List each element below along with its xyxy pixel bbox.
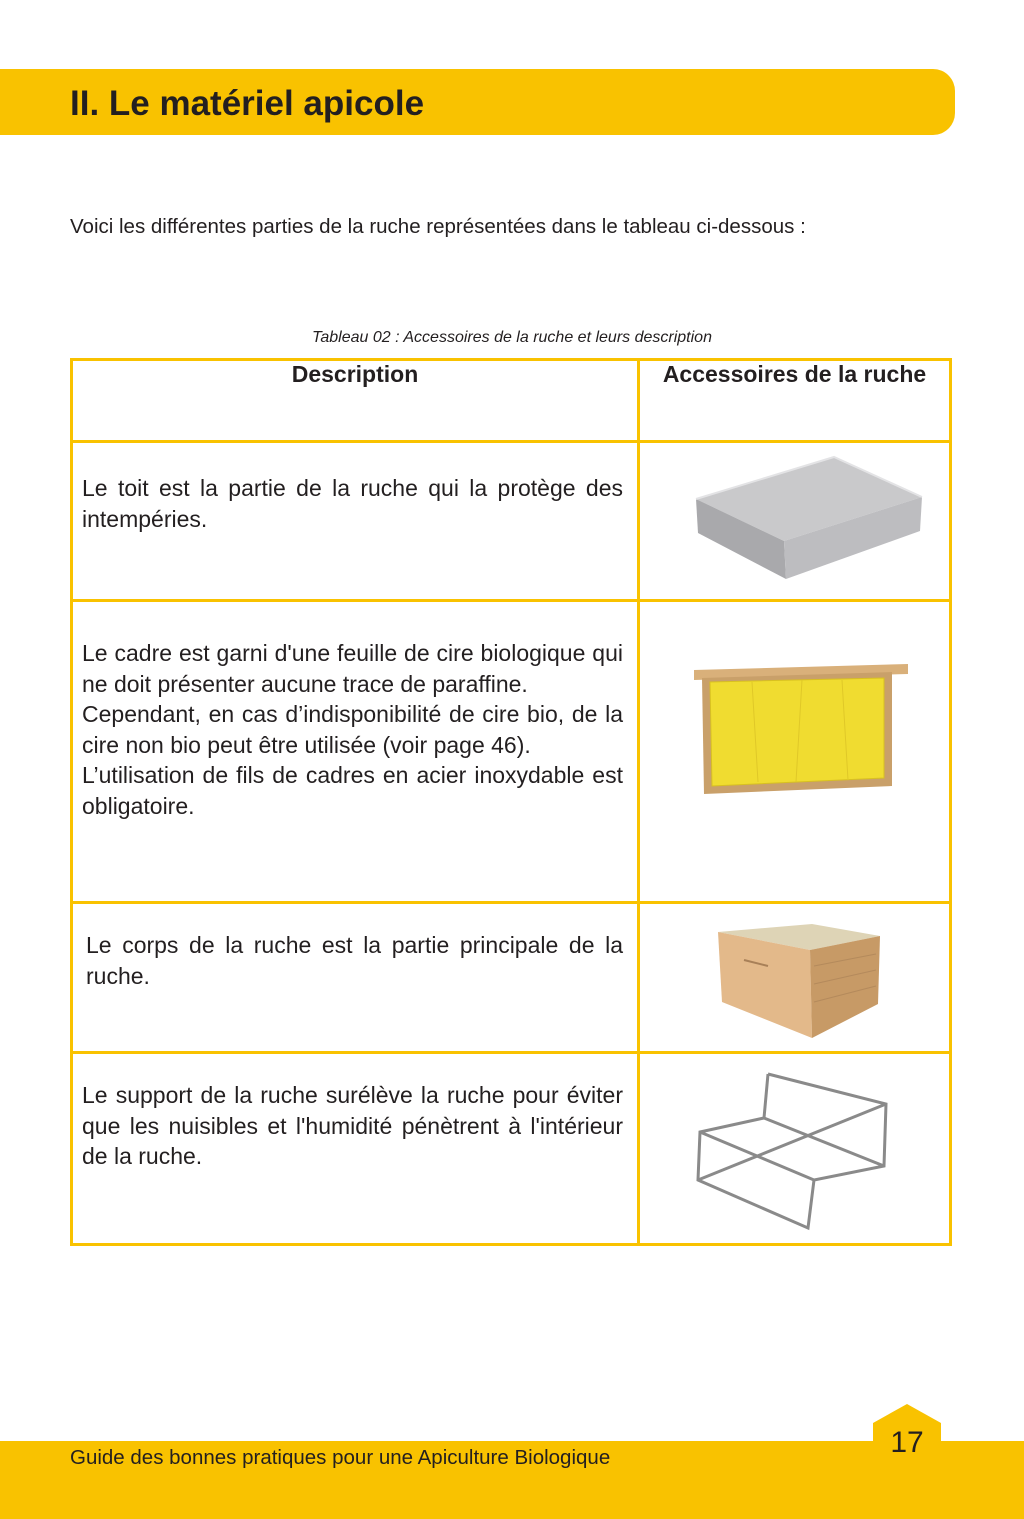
hive-body-image [714,922,884,1042]
image-cell [639,1053,951,1245]
image-cell [639,903,951,1053]
frame-image [692,662,912,802]
row-text: Le corps de la ruche est la partie principale de la ruche. [86,932,623,989]
page-title: II. Le matériel apicole [70,84,425,123]
table-caption: Tableau 02 : Accessoires de la ruche et leurs description [312,329,712,346]
intro-text: Voici les différentes parties de la ruche représentées dans le tableau ci-dessous : [70,215,806,238]
description-cell [72,903,639,1053]
row-text: Le cadre est garni d'une feuille de cire biologique qui ne doit présenter aucune trace de paraffine. [82,640,623,697]
row-text: L’utilisation de fils de cadres en acier inoxydable est obligatoire. [82,762,623,819]
row-text: Cependant, en cas d’indisponibilité de cire bio, de la cire non bio peut être utilisée (voir page 46). [82,701,623,758]
table-row [72,1053,951,1245]
page-number: 17 [890,1426,924,1459]
row-text: Le toit est la partie de la ruche qui la protège des intempéries. [82,475,623,532]
table-row [72,442,951,601]
stand-image [690,1068,900,1238]
row-text: Le support de la ruche surélève la ruche pour éviter que les nuisibles et l'humidité pénètrent à l'intérieur de la ruche. [82,1082,623,1169]
roof-image [694,455,924,585]
table-row [72,903,951,1053]
column-header-accessoires: Accessoires de la ruche [639,360,951,442]
description-cell [72,1053,639,1245]
description-cell [72,601,639,903]
image-cell [639,601,951,903]
column-header-description: Description [72,360,639,442]
page-number-badge [871,1402,943,1484]
table-row [72,601,951,903]
accessories-table [70,358,952,1246]
table-header-row [72,360,951,442]
description-cell [72,442,639,601]
image-cell [639,442,951,601]
footer-text: Guide des bonnes pratiques pour une Apiculture Biologique [70,1446,611,1469]
